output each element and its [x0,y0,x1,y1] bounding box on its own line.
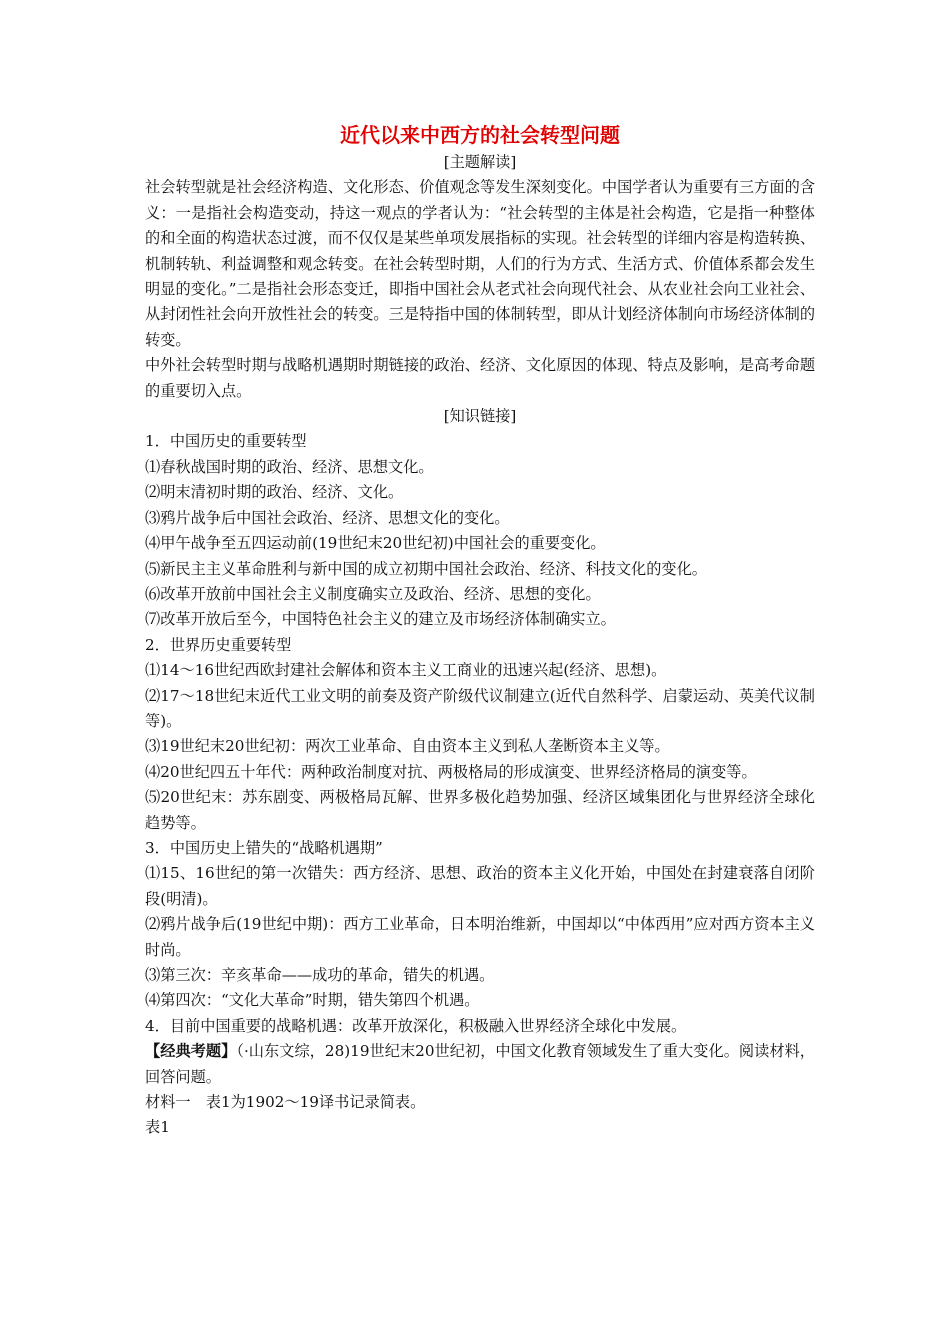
exam-material: 材料一 表1为1902～19译书记录简表。 [145,1093,426,1112]
exam-text: （·山东文综，28)19世纪末20世纪初，中国文化教育领域发生了重大变化。阅读材料，回答问题。 [145,1042,815,1086]
intro-paragraph-1: 社会转型就是社会经济构造、文化形态、价值观念等发生深刻变化。中国学者认为重要有三方面的含义：一是指社会构造变动，持这一观点的学者认为：“社会转型的主体是社会构造，它是指一种整体的和全面的构造状态过渡，而不仅仅是某些单项发展指标的实现。社会转型的详细内容是构造转换、机制转轨、利益调整和观念转变。在社会转型时期，人们的行为方式、生活方式、价值体系都会发生明显的变化。”二是指社会形态变迁，即指中国社会从老式社会向现代社会、从农业社会向工业社会、从封闭性社会向开放性社会的转变。三是特指中国的体制转型，即从计划经济体制向市场经济体制的转变。 [145,178,815,349]
knowledge-line: 4．目前中国重要的战略机遇：改革开放深化，积极融入世界经济全球化中发展。 [145,1016,687,1035]
knowledge-line: ⑶鸦片战争后中国社会政治、经济、思想文化的变化。 [145,508,510,527]
intro-paragraph-2: 中外社会转型时期与战略机遇期时期链接的政治、经济、文化原因的体现、特点及影响，是高考命题的重要切入点。 [145,356,815,400]
table-label: 表1 [145,1118,170,1137]
knowledge-line: ⑺改革开放后至今，中国特色社会主义的建立及市场经济体制确实立。 [145,610,616,629]
knowledge-line: ⑴春秋战国时期的政治、经济、思想文化。 [145,457,434,476]
exam-tag: 【经典考题】 [145,1042,237,1061]
document-title: 近代以来中西方的社会转型问题 [340,123,620,147]
knowledge-line: ⑵明末清初时期的政治、经济、文化。 [145,483,404,502]
knowledge-line: ⑶19世纪末20世纪初：两次工业革命、自由资本主义到私人垄断资本主义等。 [145,737,670,756]
knowledge-line: ⑸新民主主义革命胜利与新中国的成立初期中国社会政治、经济、科技文化的变化。 [145,559,707,578]
knowledge-line: ⑴14～16世纪西欧封建社会解体和资本主义工商业的迅速兴起(经济、思想)。 [145,661,667,680]
knowledge-line: 3．中国历史上错失的“战略机遇期” [145,838,383,857]
knowledge-line: ⑷甲午战争至五四运动前(19世纪末20世纪初)中国社会的重要变化。 [145,534,606,553]
knowledge-line: ⑷20世纪四五十年代：两种政治制度对抗、两极格局的形成演变、世界经济格局的演变等。 [145,762,757,781]
knowledge-line: ⑵17～18世纪末近代工业文明的前奏及资产阶级代议制建立(近代自然科学、启蒙运动、英美代议制等)。 [145,686,815,730]
knowledge-line: 2．世界历史重要转型 [145,635,292,654]
knowledge-line: ⑷第四次：“文化大革命”时期，错失第四个机遇。 [145,991,480,1010]
section-heading-theme: [主题解读] [443,153,517,171]
exam-question [145,1039,815,1090]
knowledge-line: ⑵鸦片战争后(19世纪中期)：西方工业革命，日本明治维新，中国却以“中体西用”应对西方资本主义时尚。 [145,915,815,959]
knowledge-line: ⑸20世纪末：苏东剧变、两极格局瓦解、世界多极化趋势加强、经济区域集团化与世界经济全球化趋势等。 [145,788,815,832]
section-heading-links: [知识链接] [443,407,517,426]
knowledge-line: ⑹改革开放前中国社会主义制度确实立及政治、经济、思想的变化。 [145,584,601,603]
knowledge-line: 1．中国历史的重要转型 [145,432,307,451]
knowledge-line: ⑶第三次：辛亥革命——成功的革命，错失的机遇。 [145,966,495,984]
document-page [145,118,815,1141]
knowledge-line: ⑴15、16世纪的第一次错失：西方经济、思想、政治的资本主义化开始，中国处在封建衰落自闭阶段(明清)。 [145,864,815,908]
